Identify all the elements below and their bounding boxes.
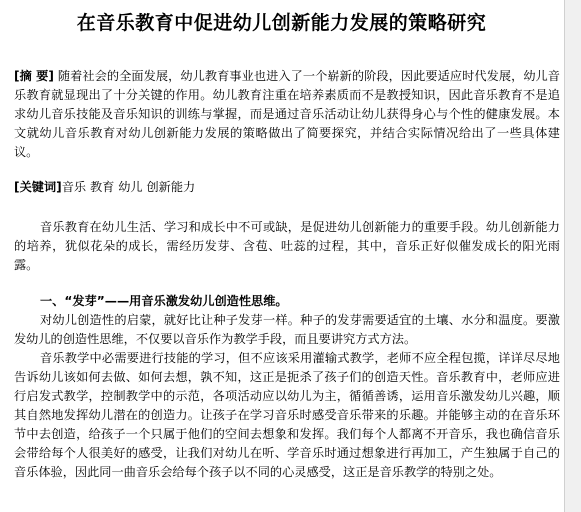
abstract-paragraph bbox=[14, 67, 560, 162]
vertical-scrollbar[interactable] bbox=[564, 0, 581, 512]
section-heading: 一、“发芽”——用音乐激发幼儿创造性思维。 bbox=[40, 294, 288, 308]
intro-paragraph: 音乐教育在幼儿生活、学习和成长中不可或缺，是促进幼儿创新能力的重要手段。幼儿创新能力的培养，犹似花朵的成长，需经历发芽、含苞、吐蕊的过程，其中，音乐正好似催发成长的阳光雨露。 bbox=[14, 220, 560, 272]
section-paragraph-1: 对幼儿创造性的启蒙，就好比让种子发芽一样。种子的发芽需要适宜的土壤、水分和温度。要激发幼儿的创造性思维，不仅要以音乐作为教学手段，而且要讲究方式方法。 bbox=[14, 313, 560, 346]
section-paragraph-2: 音乐教学中必需要进行技能的学习，但不应该采用灌输式教学，老师不应全程包揽，详详尽尽地告诉幼儿该如何去做、如何去想，孰不知，这正是扼杀了孩子们的创造天性。音乐教育中，老师应进行启发式教学，控制教学中的示范，各项活动应以幼儿为主，循循善诱，运用音乐激发幼儿兴趣，顺其自然地发挥幼儿潜在的创造力。让孩子在学习音乐时感受音乐带来的乐趣。并能够主动的在音乐环节中去创造，给孩子一个只属于他们的空间去想象和发挥。我们每个人都离不开音乐，我也确信音乐会带给每个人很美好的感受，让我们对幼儿在听、学音乐时通过想象进行再加工，产生独属于自己的音乐体验，因此同一曲音乐会给每个孩子以不同的心灵感受，这正是音乐教学的特别之处。 bbox=[14, 351, 560, 479]
abstract-text: 随着社会的全面发展，幼儿教育事业也进入了一个崭新的阶段，因此要适应时代发展，幼儿音乐教育就显现出了十分关键的作用。幼儿教育注重在培养素质而不是教授知识，因此音乐教育不是追求幼儿音乐技能及音乐知识的训练与掌握，而是通过音乐活动让幼儿获得身心与个性的健康发展。本文就幼儿音乐教育对幼儿创新能力发展的策略做出了简要探究，并结合实际情况给出了一些具体建议。 bbox=[14, 69, 560, 159]
keywords-line bbox=[14, 178, 560, 197]
document-title: 在音乐教育中促进幼儿创新能力发展的策略研究 bbox=[76, 12, 487, 34]
keywords-text: 音乐 教育 幼儿 创新能力 bbox=[61, 180, 196, 194]
abstract-label: [摘 要] bbox=[14, 69, 54, 83]
keywords-label: [关键词] bbox=[14, 180, 62, 194]
